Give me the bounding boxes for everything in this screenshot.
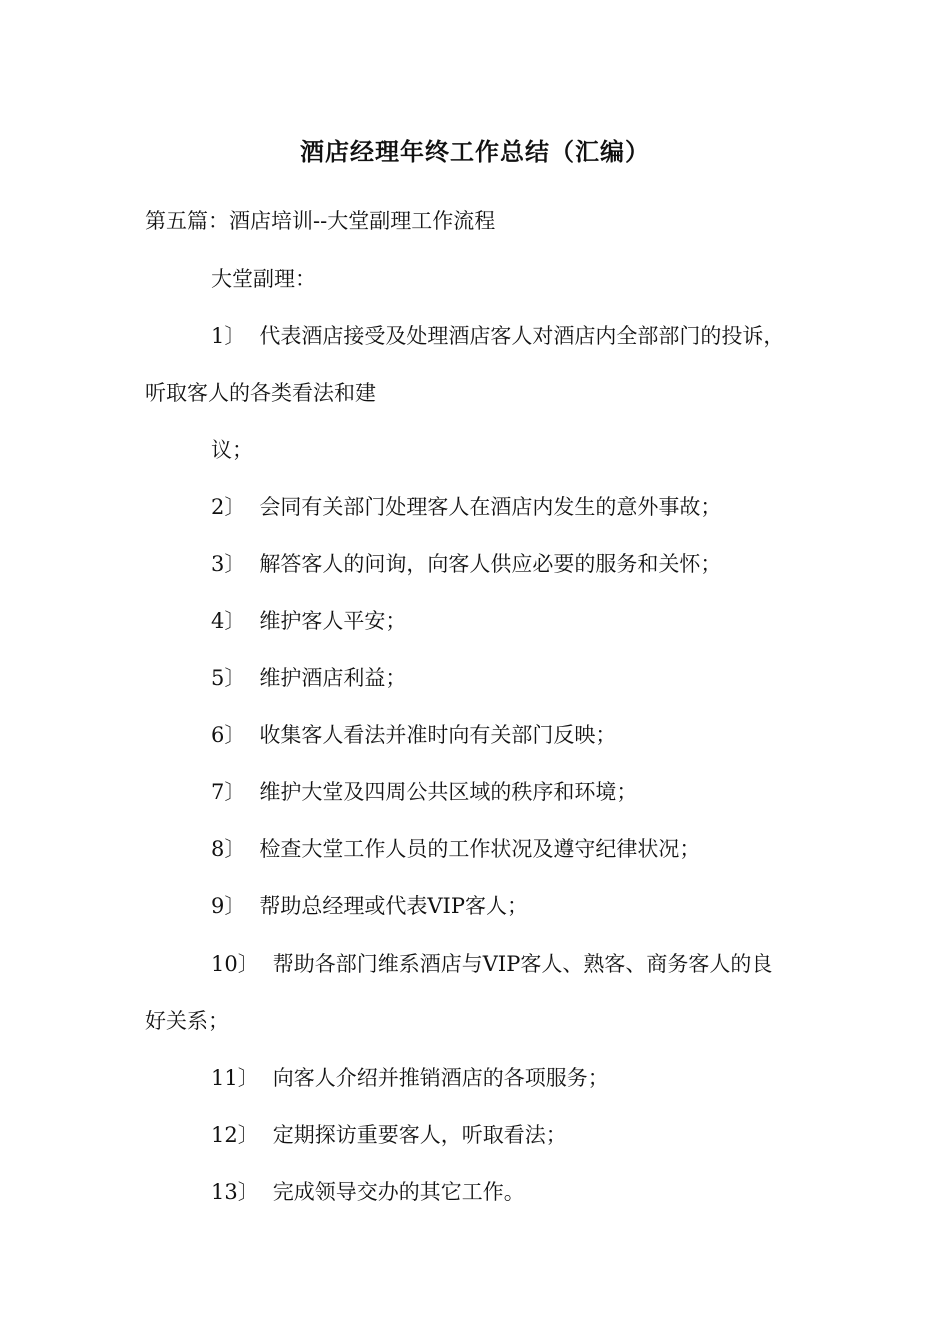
item-number: 12〕	[211, 1123, 259, 1147]
list-item	[211, 777, 637, 807]
list-item	[211, 720, 616, 750]
item-number: 9〕	[211, 894, 246, 918]
item-text: 解答客人的问询，向客人供应必要的服务和关怀；	[259, 552, 722, 576]
list-item	[211, 606, 406, 636]
item-number: 11〕	[211, 1066, 259, 1090]
item-text: 维护大堂及四周公共区域的秩序和环境；	[259, 780, 638, 804]
list-item	[211, 1120, 567, 1150]
list-item	[211, 1177, 525, 1207]
list-item	[211, 663, 406, 693]
item-continuation: 议；	[211, 438, 253, 462]
list-item	[211, 321, 784, 351]
subheading: 大堂副理：	[211, 267, 316, 291]
item-text: 会同有关部门处理客人在酒店内发生的意外事故；	[259, 495, 722, 519]
item-text: 检查大堂工作人员的工作状况及遵守纪律状况；	[259, 837, 701, 861]
list-item	[211, 492, 721, 522]
section-heading: 第五篇：酒店培训--大堂副理工作流程	[145, 209, 496, 233]
item-text: 向客人介绍并推销酒店的各项服务；	[272, 1066, 609, 1090]
item-number: 1〕	[211, 324, 246, 348]
item-number: 6〕	[211, 723, 246, 747]
item-number: 13〕	[211, 1180, 259, 1204]
item-text: 维护客人平安；	[259, 609, 407, 633]
list-item	[211, 1063, 609, 1093]
item-number: 10〕	[211, 952, 259, 976]
item-text: 完成领导交办的其它工作。	[272, 1180, 525, 1204]
item-continuation: 听取客人的各类看法和建	[145, 381, 376, 405]
item-number: 5〕	[211, 666, 246, 690]
list-item	[211, 834, 700, 864]
list-item	[211, 891, 528, 921]
item-continuation: 好关系；	[145, 1009, 229, 1033]
item-text: 帮助各部门维系酒店与VIP客人、熟客、商务客人的良	[272, 952, 773, 976]
document-title: 酒店经理年终工作总结（汇编）	[300, 137, 650, 166]
list-item	[211, 549, 721, 579]
item-text: 定期探访重要客人，听取看法；	[272, 1123, 567, 1147]
item-number: 2〕	[211, 495, 246, 519]
item-number: 3〕	[211, 552, 246, 576]
item-text: 维护酒店利益；	[259, 666, 407, 690]
item-number: 7〕	[211, 780, 246, 804]
item-text: 收集客人看法并准时向有关部门反映；	[259, 723, 617, 747]
item-text: 帮助总经理或代表VIP客人；	[259, 894, 528, 918]
list-item	[211, 949, 772, 979]
item-number: 4〕	[211, 609, 246, 633]
item-text: 代表酒店接受及处理酒店客人对酒店内全部部门的投诉，	[259, 324, 785, 348]
item-number: 8〕	[211, 837, 246, 861]
